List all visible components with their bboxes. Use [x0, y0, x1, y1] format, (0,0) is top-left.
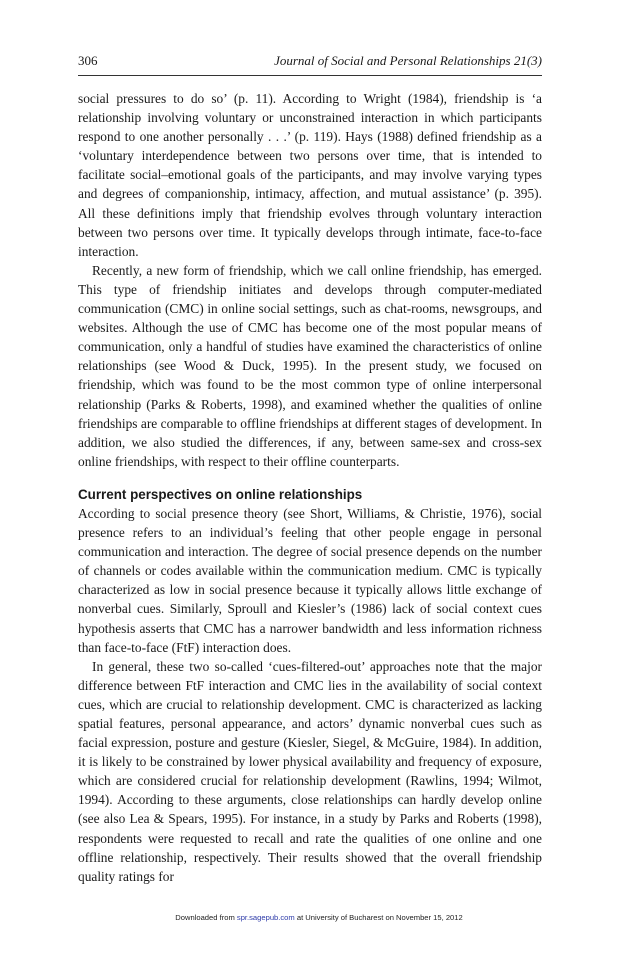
paragraph-4: In general, these two so-called ‘cues-filtered-out’ approaches note that the major difference between FtF interaction and CMC lies in the availability of social context cues, which are crucial to relationship development. CMC is characterized as lacking spatial features, personal appearance, and actors’ dynamic nonverbal cues such as facial expression, posture and gesture (Kiesler, Siegel, & McGuire, 1984). In addition, it is likely to be constrained by lower physical availability and frequency of exposure, which are considered crucial for relationship development (Rawlins, 1994; Wilmot, 1994). According to these arguments, close relationships can hardly develop online (see also Lea & Spears, 1995). For instance, in a study by Parks and Roberts (1998), respondents were requested to recall and rate the qualities of one online and one offline relationship, respectively. Their results showed that the overall friendship quality ratings for: [78, 658, 542, 884]
footer-prefix: Downloaded from: [175, 913, 237, 922]
header-rule: [78, 75, 542, 76]
paragraph-3: According to social presence theory (see Short, Williams, & Christie, 1976), social presence refers to an individual’s feeling that other people engage in personal communication and interaction. The degree of social presence depends on the number of channels or codes available within the communication medium. CMC is typically characterized as low in social presence because it typically allows little exchange of nonverbal cues. Similarly, Sproull and Kiesler’s (1986) lack of social context cues hypothesis asserts that CMC has a narrower bandwidth and less information richness than face-to-face (FtF) interaction does.: [78, 505, 542, 655]
footer-link[interactable]: spr.sagepub.com: [236, 913, 295, 922]
footer-suffix: at University of Bucharest on November 15, 2012: [294, 913, 463, 922]
article-body: [78, 89, 542, 886]
journal-title: Journal of Social and Personal Relationships 21(3): [274, 53, 542, 68]
section-heading: Current perspectives on online relationships: [78, 486, 363, 502]
download-footer: [0, 913, 638, 923]
running-head: [78, 52, 542, 70]
page-number: 306: [78, 53, 98, 68]
paragraph-1: social pressures to do so’ (p. 11). According to Wright (1984), friendship is ‘a relationship involving voluntary or unconstrained interaction in which participants respond to one another personally . . .’ (p. 119). Hays (1988) defined friendship as a ‘voluntary interdependence between two persons over time, that is intended to facilitate social–emotional goals of the participants, and may involve varying types and degrees of companionship, intimacy, affection, and mutual assistance’ (p. 395). All these definitions imply that friendship evolves through voluntary interaction between two persons over time. It typically develops through intimate, face-to-face interaction.: [78, 91, 542, 259]
paragraph-2: Recently, a new form of friendship, which we call online friendship, has emerged. This type of friendship initiates and develops through computer-mediated communication (CMC) in online social settings, such as chat-rooms, newsgroups, and websites. Although the use of CMC has become one of the most popular means of communication, only a handful of studies have examined the characteristics of online relationships (see Wood & Duck, 1995). In the present study, we focused on friendship, which was found to be the most common type of online interpersonal relationship (Parks & Roberts, 1998), and examined whether the qualities of online friendships are comparable to offline friendships at different stages of development. In addition, we also studied the differences, if any, between same-sex and cross-sex online friendships, with respect to their offline counterparts.: [78, 262, 542, 469]
